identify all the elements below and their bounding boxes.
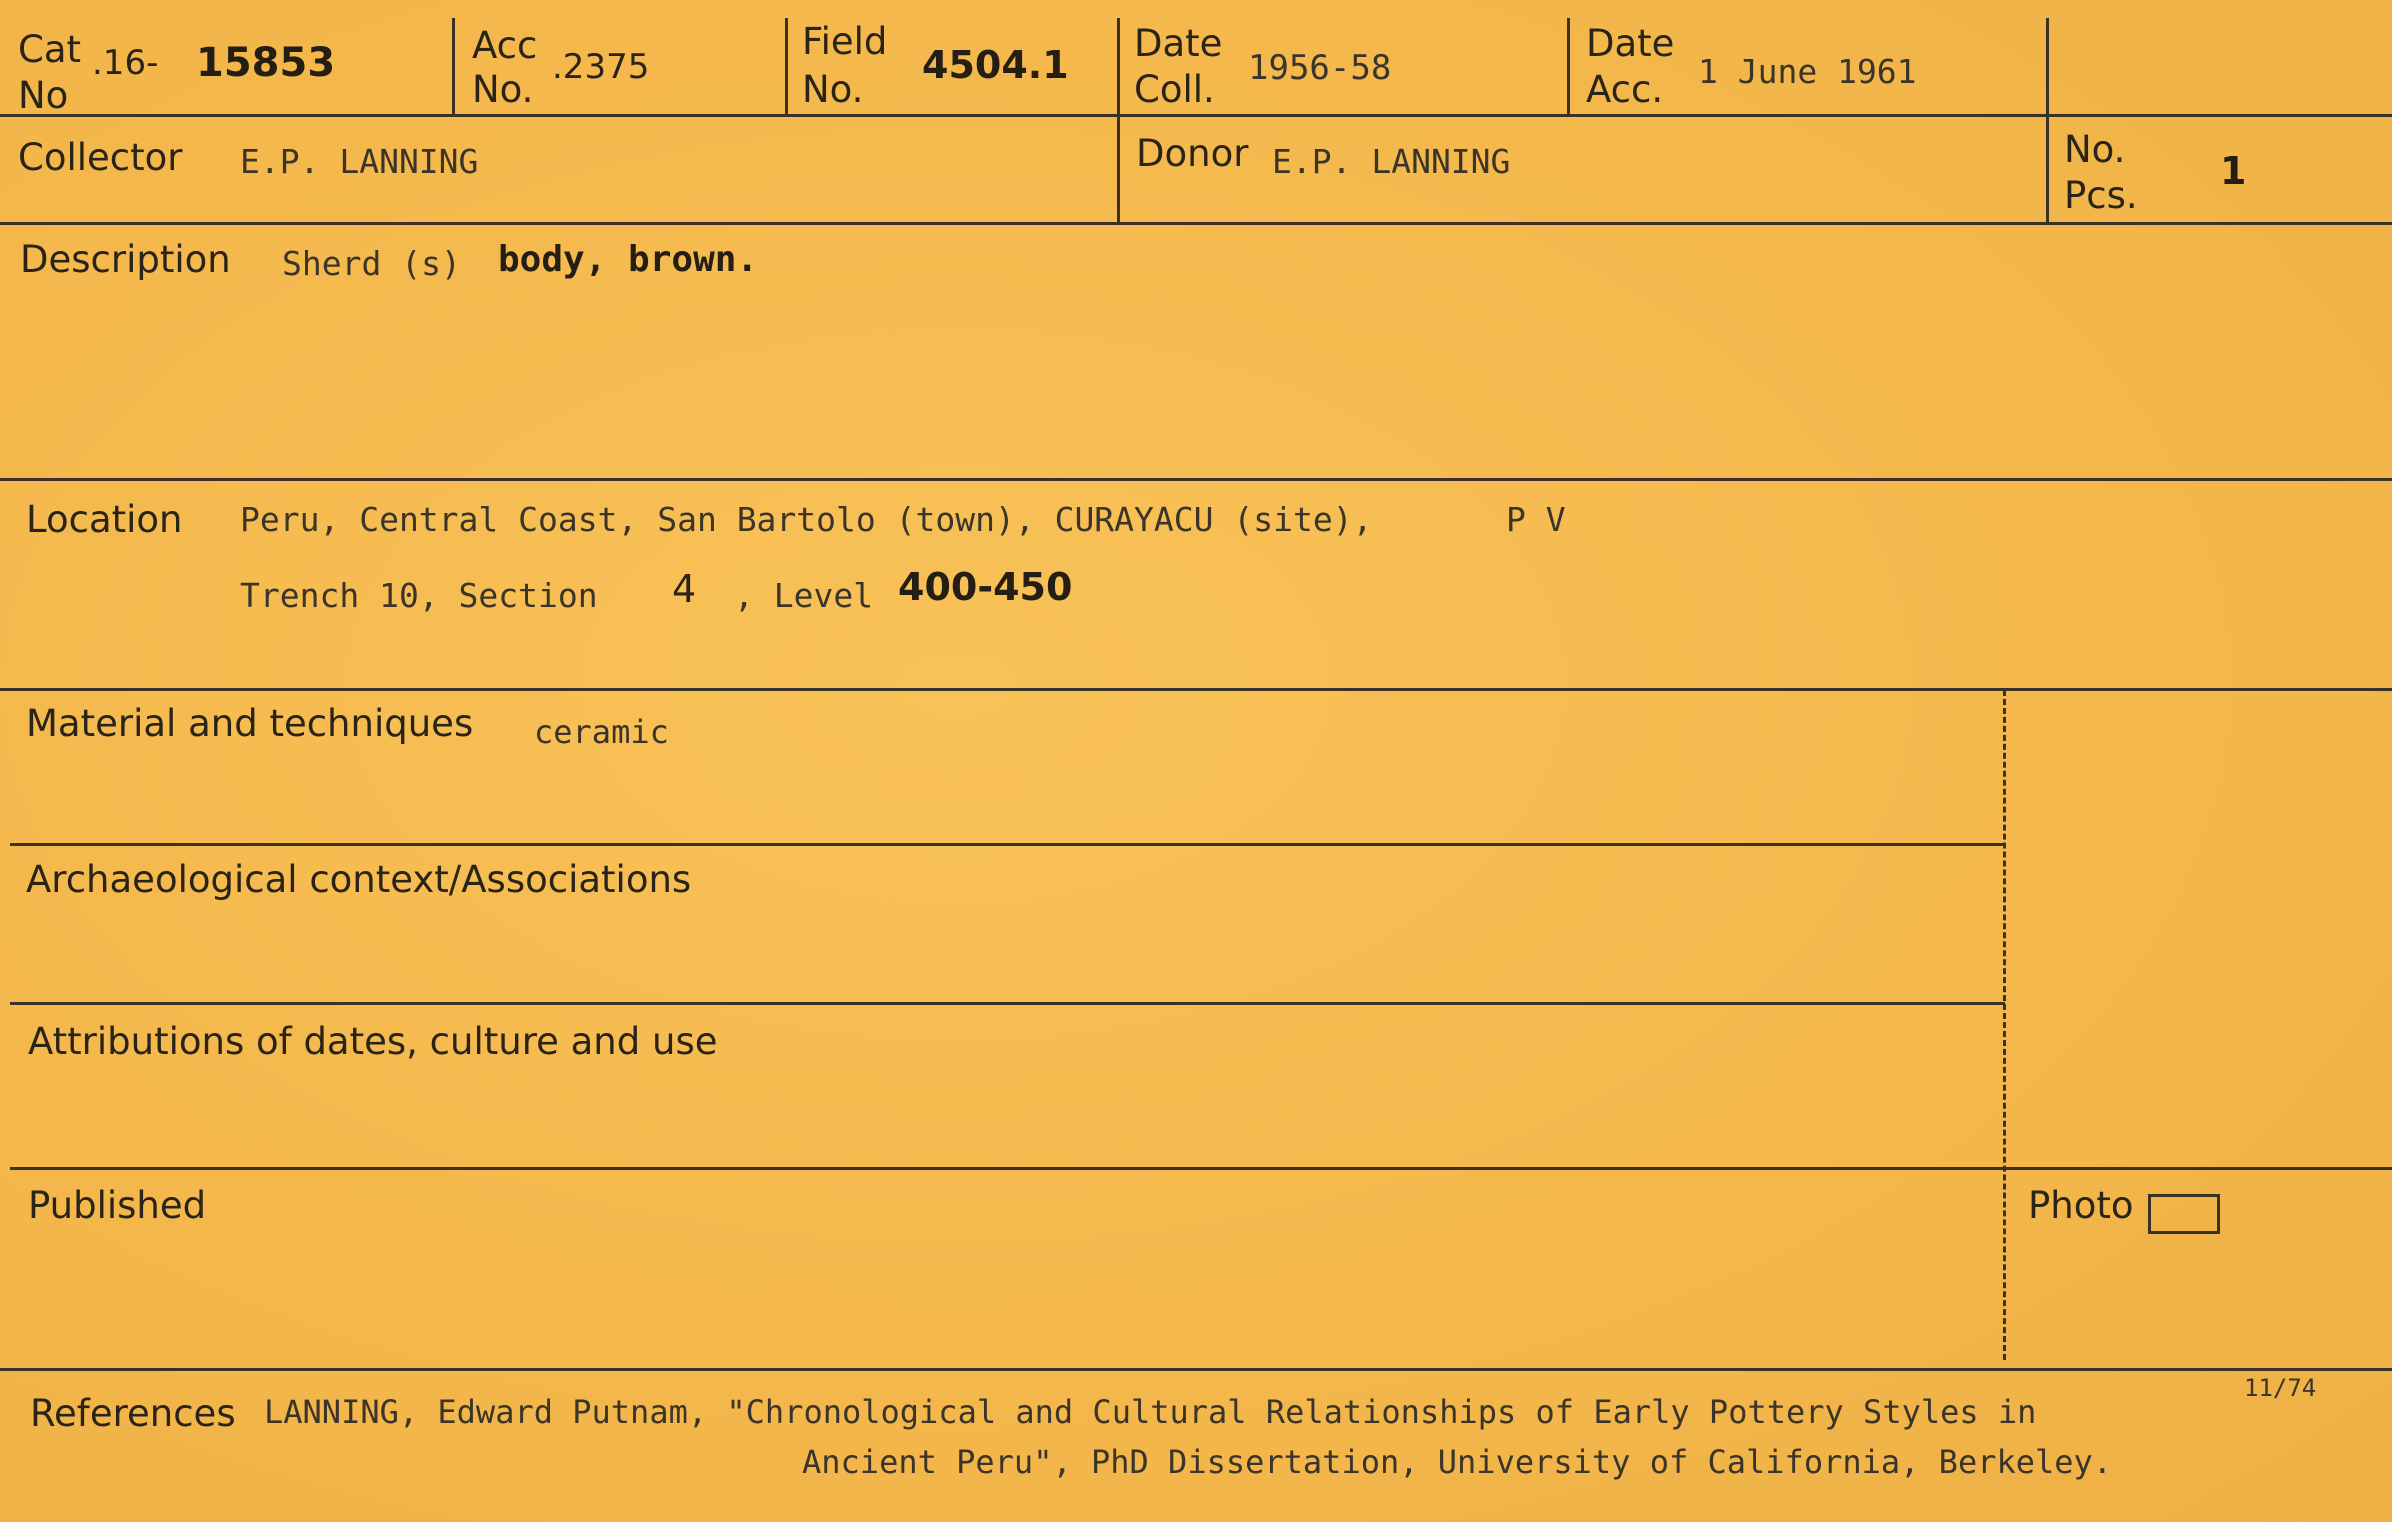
header-divider-2 bbox=[785, 18, 788, 116]
material-label: Material and techniques bbox=[26, 702, 474, 745]
header-bottom-rule bbox=[0, 114, 2392, 117]
cat-number: 15853 bbox=[196, 40, 336, 86]
pcs-value: 1 bbox=[2220, 149, 2247, 193]
attributions-bottom-rule bbox=[10, 1167, 2392, 1170]
location-line1: Peru, Central Coast, San Bartolo (town), CURAYACU (site), bbox=[240, 500, 1373, 539]
photo-label: Photo bbox=[2028, 1184, 2134, 1227]
date-coll-value: 1956-58 bbox=[1248, 48, 1392, 88]
photo-checkbox bbox=[2148, 1194, 2220, 1234]
description-value-bold: body, brown. bbox=[498, 239, 759, 280]
header-divider-1 bbox=[452, 18, 455, 116]
description-bottom-rule bbox=[0, 478, 2392, 481]
cat-prefix: .16- bbox=[92, 43, 159, 83]
material-bottom-rule bbox=[10, 843, 2005, 846]
field-label-no: No. bbox=[802, 68, 864, 111]
pcs-label-pcs: Pcs. bbox=[2064, 174, 2138, 217]
field-label: Field bbox=[802, 20, 888, 63]
description-value: Sherd (s) bbox=[282, 244, 461, 283]
references-line1: LANNING, Edward Putnam, "Chronological and Cultural Relationships of Early Pottery Styles in bbox=[264, 1393, 2037, 1431]
attributions-label: Attributions of dates, culture and use bbox=[28, 1020, 718, 1063]
date-coll-label-coll: Coll. bbox=[1134, 68, 1215, 111]
acc-label: Acc bbox=[472, 24, 538, 67]
date-acc-value: 1 June 1961 bbox=[1698, 52, 1917, 91]
donor-value: E.P. LANNING bbox=[1272, 142, 1511, 181]
acc-label-no: No. bbox=[472, 68, 534, 111]
date-coll-label: Date bbox=[1134, 22, 1223, 65]
pcs-label: No. bbox=[2064, 128, 2126, 171]
field-value: 4504.1 bbox=[922, 43, 1069, 87]
location-bottom-rule bbox=[0, 688, 2392, 691]
location-line1-suffix: P V bbox=[1506, 500, 1566, 539]
location-level-label: , Level bbox=[734, 576, 874, 615]
material-value: ceramic bbox=[534, 713, 669, 751]
header-divider-3 bbox=[1117, 18, 1120, 224]
cat-label-no: No bbox=[18, 74, 69, 117]
published-bottom-rule bbox=[0, 1368, 2392, 1371]
collector-row-bottom-rule bbox=[0, 222, 2392, 225]
acc-value: .2375 bbox=[552, 47, 650, 87]
archaeological-bottom-rule bbox=[10, 1002, 2005, 1005]
references-line2: Ancient Peru", PhD Dissertation, University of California, Berkeley. bbox=[802, 1443, 2113, 1481]
photo-column-divider bbox=[2003, 690, 2006, 1360]
cat-label: Cat bbox=[18, 28, 82, 71]
archaeological-label: Archaeological context/Associations bbox=[26, 858, 692, 901]
description-label: Description bbox=[20, 238, 231, 281]
location-label: Location bbox=[26, 498, 183, 541]
date-acc-label: Date bbox=[1586, 22, 1675, 65]
header-divider-4 bbox=[1567, 18, 1570, 116]
location-section-value: 4 bbox=[672, 567, 697, 611]
location-trench: Trench 10, Section bbox=[240, 576, 598, 615]
references-label: References bbox=[30, 1392, 236, 1435]
references-stamp: 11/74 bbox=[2244, 1374, 2317, 1402]
published-label: Published bbox=[28, 1184, 207, 1227]
collector-label: Collector bbox=[18, 136, 183, 179]
header-divider-5 bbox=[2046, 18, 2049, 224]
donor-label: Donor bbox=[1136, 132, 1249, 175]
date-acc-label-acc: Acc. bbox=[1586, 68, 1664, 111]
location-level-value: 400-450 bbox=[898, 565, 1073, 609]
collector-value: E.P. LANNING bbox=[240, 142, 479, 181]
